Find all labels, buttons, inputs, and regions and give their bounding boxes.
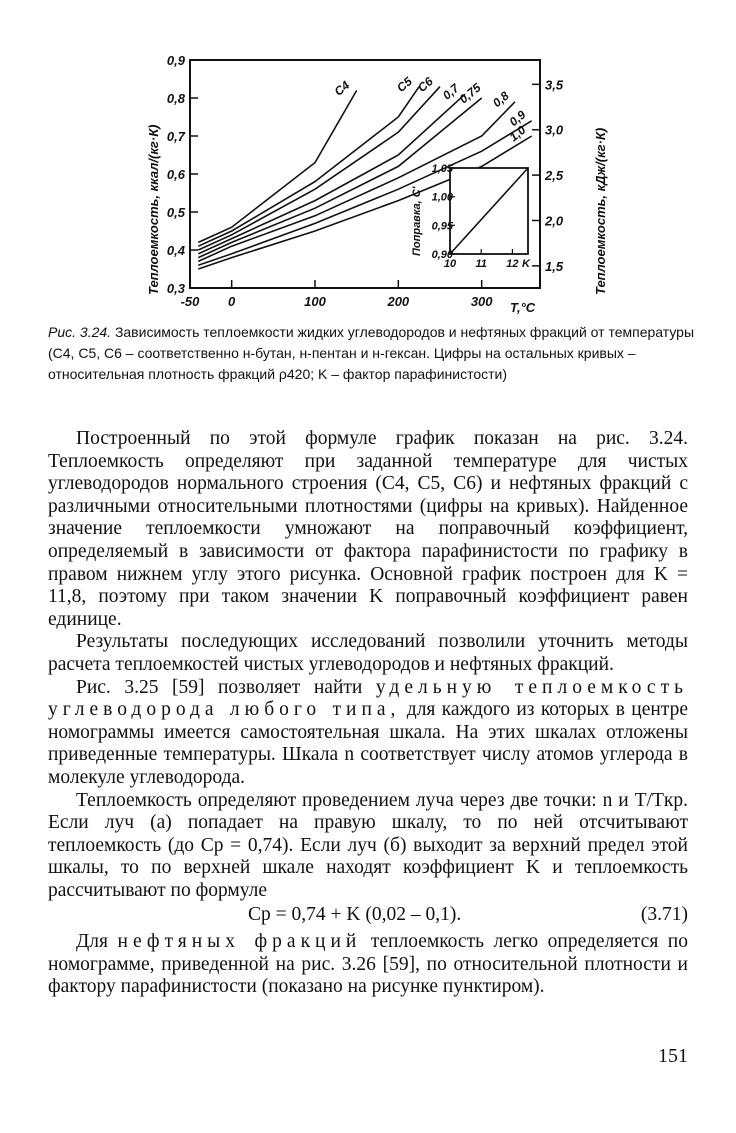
paragraph-3 bbox=[48, 677, 688, 790]
curve-label: 0,9 bbox=[506, 107, 529, 130]
paragraph-1: Построенный по этой формуле график показан на рис. 3.24. Теплоемкость определяют при заданной температуре для чистых углеводородов нормального строения (C4, C5, C6) и нефтяных фракций с различными относительными плотностями (цифры на кривых). Найденное значение теплоемкости умножают на поправочный коэффициент, определяемый в зависимости от фактора парафинистости по графику в правом нижнем углу этого рисунка. Основной график построен для K = 11,8, поэтому при таком значении K поправочный коэффициент равен единице. bbox=[48, 428, 688, 630]
inset-y-label: Поправка, C' bbox=[411, 186, 423, 256]
y-left-tick-label: 0,9 bbox=[166, 53, 185, 68]
paragraph-5 bbox=[48, 931, 688, 999]
y-right-tick-label: 3,0 bbox=[545, 122, 564, 138]
inset-x-label: K bbox=[522, 258, 530, 270]
y-left-tick-label: 0,3 bbox=[166, 281, 185, 296]
x-axis-label: T,°C bbox=[510, 300, 536, 315]
curve-label: C4 bbox=[331, 78, 353, 99]
inset-y-tick-label: 0,90 bbox=[431, 249, 453, 261]
curve-4 bbox=[198, 94, 465, 254]
inset-y-tick-label: 1,05 bbox=[431, 163, 453, 175]
inset-y-tick-label: 1,00 bbox=[431, 191, 453, 204]
x-tick-label: 300 bbox=[470, 294, 493, 309]
y-right-tick-label: 1,5 bbox=[545, 258, 564, 274]
inset-x-tick-label: 10 bbox=[443, 258, 457, 270]
figure-caption bbox=[48, 322, 696, 385]
paragraph-2: Результаты последующих исследований позволили уточнить методы расчета теплоемкостей чистых углеводородов и нефтяных фракций. bbox=[48, 631, 688, 675]
paragraph-5-start: Для bbox=[76, 931, 109, 953]
y-right-tick-label: 3,5 bbox=[545, 77, 564, 93]
inset-y-tick-label: 0,95 bbox=[431, 220, 453, 233]
x-tick-label: -50 bbox=[180, 294, 200, 309]
heat-capacity-chart bbox=[146, 40, 610, 322]
inset-x-tick-label: 11 bbox=[475, 258, 487, 270]
curve-2 bbox=[198, 87, 419, 247]
curve-label: C5 bbox=[394, 74, 415, 95]
y-left-tick-label: 0,5 bbox=[166, 205, 185, 220]
paragraph-3-start: Рис. 3.25 [59] позволяет найти bbox=[76, 676, 363, 698]
caption-label: Рис. 3.24. bbox=[48, 324, 112, 340]
y-left-tick-label: 0,6 bbox=[166, 167, 185, 182]
y-left-tick-label: 0,8 bbox=[166, 91, 185, 106]
y-axis-right-label: Теплоемкость, кДж/(кг·К) bbox=[593, 127, 608, 295]
curve-label: 1,0 bbox=[506, 122, 529, 145]
paragraph-5-spaced: нефтяных фракций bbox=[117, 931, 362, 953]
y-right-tick-label: 2,0 bbox=[545, 213, 564, 229]
x-tick-label: 0 bbox=[228, 294, 236, 309]
curve-label: C6 bbox=[414, 74, 436, 95]
formula-text: Cp = 0,74 + K (0,02 – 0,1). bbox=[248, 904, 462, 926]
body-text bbox=[48, 428, 688, 999]
paragraph-5-end: теплоемкость легко определяется по номограмме, приведенной на рис. 3.26 [59], по относительной плотности и фактору парафинистости (показано на рисунке пунктиром). bbox=[48, 931, 688, 998]
curve-label: 0,75 bbox=[456, 80, 484, 107]
curve-label: 0,7 bbox=[439, 81, 462, 103]
y-axis-left-label: Теплоемкость, ккал/(кг·К) bbox=[146, 124, 161, 295]
y-left-tick-label: 0,4 bbox=[166, 243, 185, 258]
paragraph-3-spaced: удельную теплоемкость углеводорода любого типа, bbox=[48, 676, 688, 721]
x-tick-label: 200 bbox=[387, 294, 410, 309]
caption-text: Зависимость теплоемкости жидких углеводородов и нефтяных фракций от температуры (C4, C5, C6 – соответственно н-бутан, н-пентан и н-гексан. Цифры на остальных кривых – относительная плотность фракций ρ420; K – фактор парафинистости) bbox=[48, 324, 695, 382]
page-number: 151 bbox=[658, 1045, 688, 1067]
inset-x-tick-label: 12 bbox=[506, 258, 519, 270]
curve-label: 0,8 bbox=[489, 88, 512, 111]
formula-number: (3.71) bbox=[640, 904, 688, 926]
figure-3-24 bbox=[146, 40, 610, 322]
paragraph-4: Теплоемкость определяют проведением луча через две точки: n и T/Tкр. Если луч (а) попадает на правую шкалу, то по ней отсчитывают теплоемкость (до Cp = 0,74). Если луч (б) выходит за верхний предел этой шкалы, то по верхней шкале находят коэффициент K и теплоемкость рассчитывают по формуле bbox=[48, 789, 688, 901]
curve-1 bbox=[198, 90, 356, 242]
y-left-tick-label: 0,7 bbox=[166, 129, 185, 144]
x-tick-label: 100 bbox=[304, 294, 326, 309]
formula-3-71 bbox=[48, 904, 688, 927]
y-right-tick-label: 2,5 bbox=[545, 168, 564, 184]
paragraph-3-end: для каждого из которых в центре номограммы имеется самостоятельная шкала. На этих шкалах отложены приведенные температуры. Шкала n соответствует числу атомов углерода в молекуле углеводорода. bbox=[48, 699, 688, 788]
